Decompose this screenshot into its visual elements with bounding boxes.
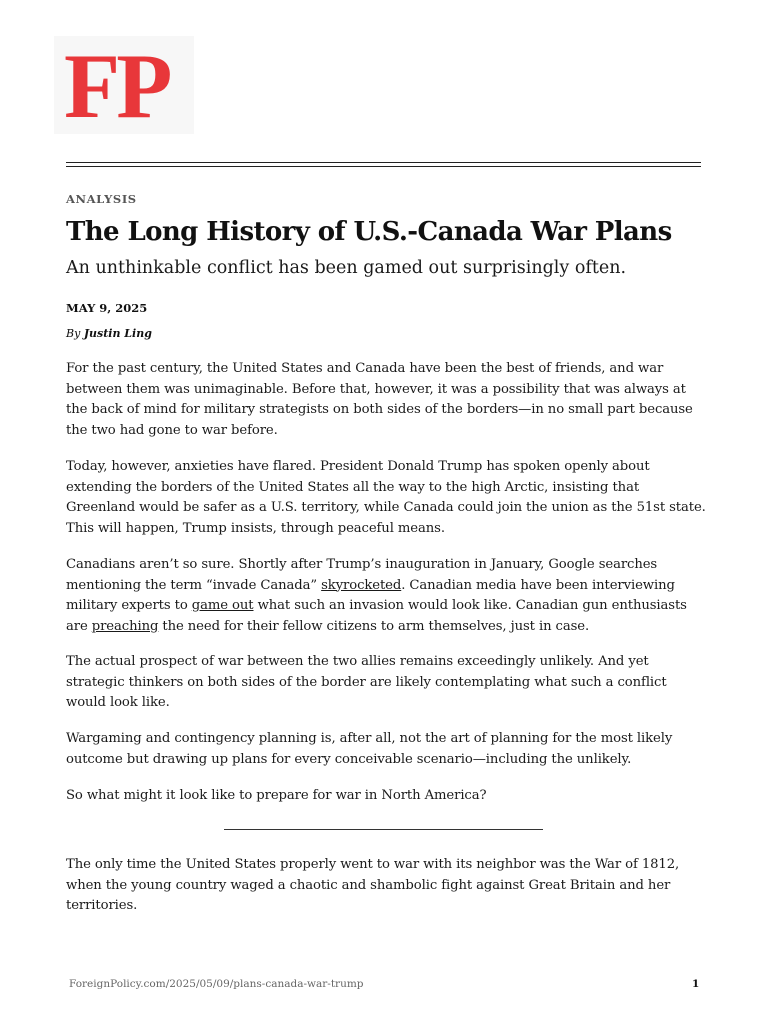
body-paragraph-6: So what might it look like to prepare for war in North America? [66, 788, 487, 803]
p3-text-4: the need for their fellow citizens to arm themselves, just in case. [158, 618, 590, 634]
article-kicker: ANALYSIS [66, 192, 137, 206]
body-paragraph-7: The only time the United States properly went to war with its neighbor was the War of 1812, when the young country waged a chaotic and shambolic fight against Great Britain and her territories. [66, 857, 680, 913]
body-paragraph-5: Wargaming and contingency planning is, after all, not the art of planning for the most likely outcome but drawing up plans for every conceivable scenario—including the unlikely. [66, 731, 673, 767]
fp-logo[interactable]: FP [64, 35, 169, 137]
p3-text-3: what such an invasion would look like. Canadian gun enthusiasts are [66, 598, 687, 634]
article-subtitle: An unthinkable conflict has been gamed out surprisingly often. [66, 258, 627, 278]
author-name[interactable]: Justin Ling [83, 327, 152, 340]
byline [66, 327, 152, 340]
header-rule-top [66, 162, 701, 163]
section-divider [224, 829, 543, 830]
body-paragraph-4: The actual prospect of war between the two allies remains exceedingly unlikely. And yet strategic thinkers on both sides of the border are likely contemplating what such a conflict would look like. [66, 654, 667, 710]
body-paragraph-3 [66, 555, 706, 637]
p3-text-2: . Canadian media have been interviewing military experts to [66, 577, 675, 613]
body-paragraph-2: Today, however, anxieties have flared. President Donald Trump has spoken openly about extending the borders of the United States all the way to the high Arctic, insisting that Greenland would be safer as a U.S. territory, while Canada could join the union as the 51st state. This will happen, Trump insists, through peaceful means. [66, 459, 706, 536]
article-date: MAY 9, 2025 [66, 301, 148, 315]
link-game-out[interactable]: game out [191, 598, 254, 613]
link-preaching[interactable]: preaching [91, 618, 159, 634]
byline-prefix: By [66, 327, 81, 340]
body-paragraph-1: For the past century, the United States and Canada have been the best of friends, and war between them was unimaginable. Before that, however, it was a possibility that was always at the back of mind for military strategists on both sides of the borders—in no small part because the two had gone to war before. [66, 361, 693, 438]
header-rule-bottom [66, 166, 701, 167]
p3-text-1: Canadians aren’t so sure. Shortly after Trump’s inauguration in January, Google searches mentioning the term “invade Canada” [66, 557, 658, 593]
footer-url[interactable]: ForeignPolicy.com/2025/05/09/plans-canada-war-trump [69, 978, 364, 990]
page-number: 1 [692, 978, 700, 990]
link-skyrocketed[interactable]: skyrocketed [321, 577, 402, 593]
article-title: The Long History of U.S.-Canada War Plans [66, 217, 672, 247]
